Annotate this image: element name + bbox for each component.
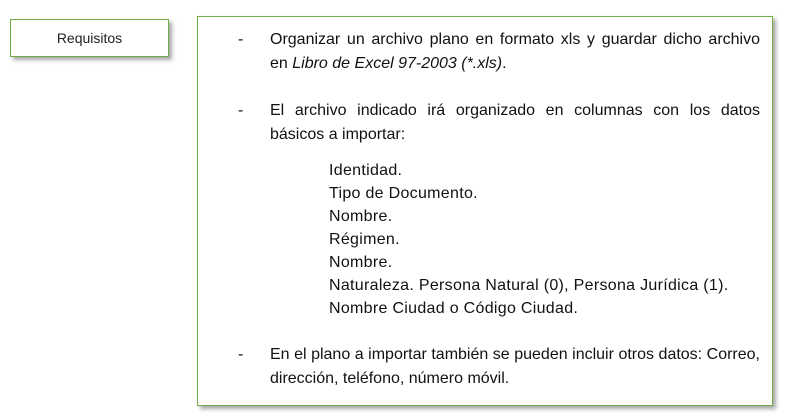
- excel-format-name: Libro de Excel 97-2003 (*.xls): [292, 55, 503, 72]
- bullet-dash: -: [238, 346, 244, 363]
- bullet-item-format: [238, 28, 760, 76]
- bullet-dash: -: [238, 102, 244, 119]
- field-list-item: Nombre.: [329, 208, 393, 225]
- field-list-item: Nombre.: [329, 254, 393, 271]
- bullet-text-format: [270, 28, 760, 76]
- field-list-item: Naturaleza. Persona Natural (0), Persona Jurídica (1).: [329, 277, 729, 294]
- field-list-item: Nombre Ciudad o Código Ciudad.: [329, 300, 579, 317]
- requisitos-label-box: [10, 19, 169, 57]
- field-list: [329, 159, 728, 320]
- requisitos-label: Requisitos: [56, 30, 123, 46]
- field-list-item: Régimen.: [329, 231, 400, 248]
- bullet-text-columns: El archivo indicado irá organizado en columnas con los datos básicos a importar:: [270, 102, 760, 143]
- bullet-text-format-main: Organizar un archivo plano en formato xls y guardar dicho archivo en: [270, 31, 760, 72]
- field-list-item: Identidad.: [329, 162, 403, 179]
- field-list-item: Tipo de Documento.: [329, 185, 478, 202]
- bullet-item-optional: [238, 343, 760, 391]
- bullet-text-optional: En el plano a importar también se pueden incluir otros datos: Correo, dirección, teléfono, número móvil.: [270, 346, 760, 387]
- bullet-text-format-end: .: [502, 55, 507, 72]
- bullet-dash: -: [238, 31, 244, 48]
- requirements-content-box: [197, 16, 773, 406]
- bullet-item-columns: [238, 99, 760, 147]
